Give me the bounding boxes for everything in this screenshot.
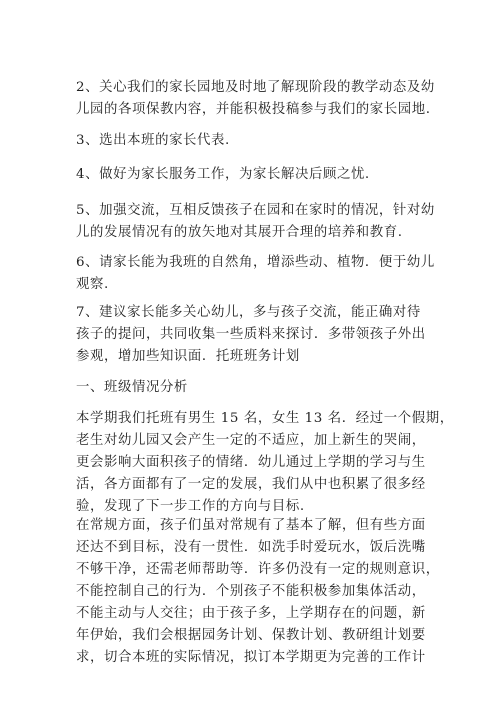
paragraph-item-4 xyxy=(76,164,436,186)
paragraph-item-5 xyxy=(76,200,436,244)
text-line: 年伊始，我们会根据园务计划、保教计划、教研组计划要 xyxy=(76,628,426,643)
text-line: 不够干净，还需老师帮助等．许多仍没有一定的规则意识， xyxy=(76,562,440,577)
text-line: 儿的发展情况有的放矢地对其展开合理的培养和教育. xyxy=(76,225,403,240)
text-line: 6、请家长能为我班的自然角，增添些动、植物．便于幼儿 xyxy=(76,255,435,270)
text-line: 更会影响大面积孩子的情绪．幼儿通过上学期的学习与生 xyxy=(76,455,426,470)
text-line: 本学期我们托班有男生 15 名，女生 13 名．经过一个假期， xyxy=(76,411,454,426)
text-line: 还达不到目标，没有一贯性．如洗手时爱玩水，饭后洗嘴 xyxy=(76,540,426,555)
text-line: 观察. xyxy=(76,277,109,292)
text-line: 4、做好为家长服务工作，为家长解决后顾之忧. xyxy=(76,167,370,182)
text-line: 不能主动与人交往；由于孩子多，上学期存在的问题，新 xyxy=(76,606,426,621)
section-heading xyxy=(76,377,436,399)
text-line: 3、选出本班的家长代表. xyxy=(76,133,230,148)
text-line: 不能控制自己的行为．个别孩子不能积极参加集体活动， xyxy=(76,584,426,599)
text-line: 参观，增加些知识面．托班班务计划 xyxy=(76,349,300,364)
paragraph-item-7 xyxy=(76,302,436,368)
paragraph-analysis-2 xyxy=(76,515,440,669)
text-line: 活，各方面都有了一定的发展，我们从中也积累了很多经 xyxy=(76,477,426,492)
paragraph-item-3 xyxy=(76,130,436,152)
heading-line: 一、班级情况分析 xyxy=(76,380,188,395)
text-line: 孩子的提问，共同收集一些质料来探讨．多带领孩子外出 xyxy=(76,327,426,342)
paragraph-item-2 xyxy=(76,77,436,121)
text-line: 儿园的各项保教内容，并能积极投稿参与我们的家长园地. xyxy=(76,102,431,117)
text-line: 老生对幼儿园又会产生一定的不适应，加上新生的哭闹， xyxy=(76,433,426,448)
text-line: 验，发现了下一步工作的方向与目标. xyxy=(76,499,305,514)
text-line: 7、建议家长能多关心幼儿，多与孩子交流，能正确对待 xyxy=(76,305,421,320)
text-line: 5、加强交流，互相反馈孩子在园和在家时的情况，针对幼 xyxy=(76,203,435,218)
paragraph-analysis-1 xyxy=(76,408,454,518)
text-line: 2、关心我们的家长园地及时地了解现阶段的教学动态及幼 xyxy=(76,80,435,95)
text-line: 求，切合本班的实际情况，拟订本学期更为完善的工作计 xyxy=(76,650,426,665)
text-line: 在常规方面，孩子们虽对常规有了基本了解，但有些方面 xyxy=(76,518,426,533)
paragraph-item-6 xyxy=(76,252,436,296)
